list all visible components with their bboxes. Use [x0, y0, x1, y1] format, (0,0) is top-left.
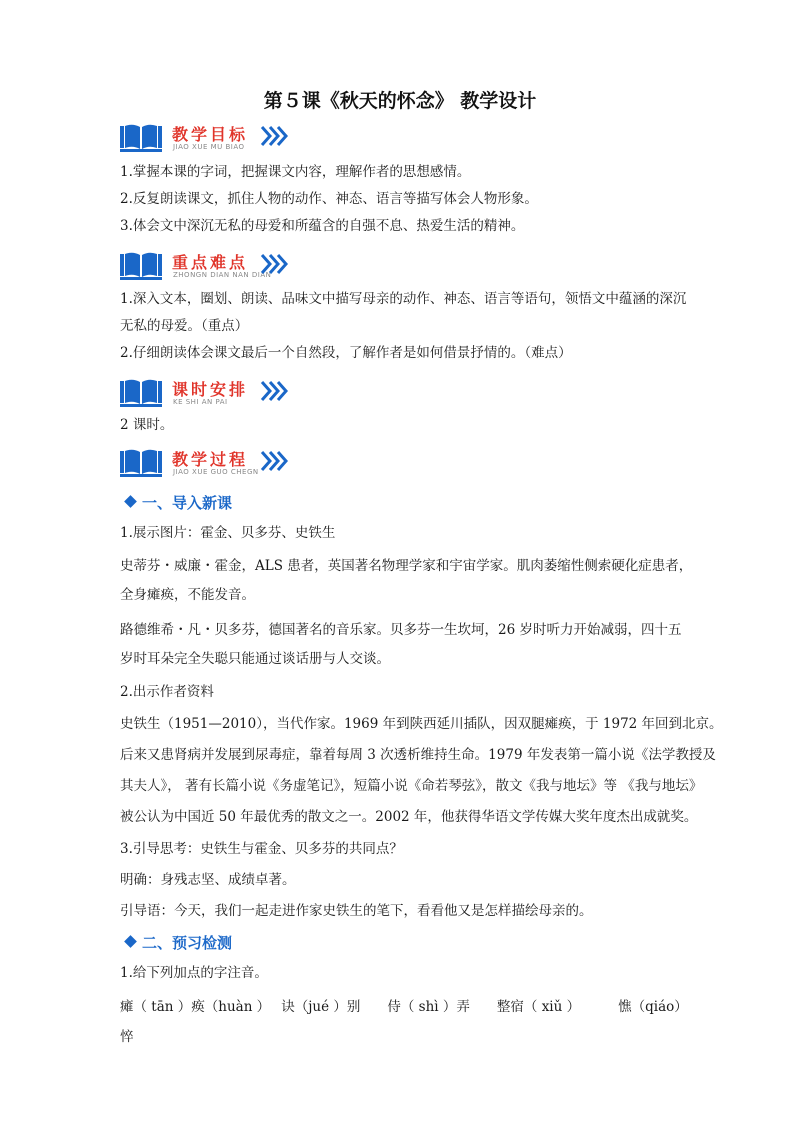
section-pinyin: JIAO XUE MU BIAO: [173, 143, 245, 151]
body-line: 史蒂芬・威廉・霍金，ALS 患者，英国著名物理学家和宇宙学家。肌肉萎缩性侧索硬化症患者，: [120, 558, 693, 574]
body-line: 岁时耳朵完全失聪只能通过谈话册与人交谈。: [120, 651, 390, 667]
book-icon: [120, 122, 162, 152]
page-title: 第５课《秋天的怀念》 教学设计: [263, 90, 537, 112]
body-line: 被公认为中国近 50 年最优秀的散文之一。2002 年，他获得华语文学传媒大奖年度杰出成就奖。: [120, 809, 698, 825]
section-title: 课时安排: [172, 380, 249, 399]
section-title: 重点难点: [172, 253, 249, 272]
body-line: 全身瘫痪，不能发音。: [120, 587, 255, 603]
book-icon: [120, 447, 162, 477]
body-line: 1.给下列加点的字注音。: [120, 965, 268, 981]
body-line: 1.展示图片：霍金、贝多芬、史铁生: [120, 525, 336, 541]
key-line: 2.仔细朗读体会课文最后一个自然段，了解作者是如何借景抒情的。（难点）: [120, 345, 572, 361]
book-icon: [120, 250, 162, 280]
section-pinyin: ZHONGN DIAN NAN DIAN: [173, 271, 272, 279]
body-line: 其夫人》， 著有长篇小说《务虚笔记》，短篇小说《命若琴弦》，散文《我与地坛》等 《我与地坛》: [120, 778, 703, 794]
body-line: 路德维希・凡・贝多芬，德国著名的音乐家。贝多芬一生坎坷，26 岁时听力开始减弱，四十五: [120, 622, 682, 638]
section-header-goals: [120, 120, 320, 160]
body-line: 瘫（ tān ）痪（huàn ） 诀（jué ）别 侍（ shì ）弄 整宿（ xiǔ ） 憔（qiáo）: [120, 999, 688, 1015]
body-line: 引导语：今天，我们一起走进作家史铁生的笔下，看看他又是怎样描绘母亲的。: [120, 903, 593, 919]
goal-line: 3.体会文中深沉无私的母爱和所蕴含的自强不息、热爱生活的精神。: [120, 218, 525, 234]
key-line: 无私的母爱。（重点）: [120, 318, 249, 334]
body-line: 悴: [120, 1029, 134, 1045]
diamond-bullet-icon: [124, 495, 137, 508]
time-text: 2 课时。: [120, 417, 174, 433]
chevrons-icon: [260, 252, 290, 276]
subheading-text: 二、预习检测: [142, 934, 233, 952]
chevrons-icon: [260, 124, 290, 148]
body-line: 史铁生（1951—2010），当代作家。1969 年到陕西延川插队，因双腿瘫痪，于 1972 年回到北京。: [120, 716, 723, 732]
section-header-process: [120, 445, 320, 485]
section-header-key: [120, 248, 320, 288]
goal-line: 2.反复朗读课文，抓住人物的动作、神态、语言等描写体会人物形象。: [120, 191, 538, 207]
chevrons-icon: [260, 449, 290, 473]
body-line: 明确：身残志坚、成绩卓著。: [120, 872, 296, 888]
subheading-preview: [126, 932, 232, 953]
key-line: 1.深入文本，圈划、朗读、品味文中描写母亲的动作、神态、语言等语句，领悟文中蕴涵的深沉: [120, 291, 687, 307]
goal-line: 1.掌握本课的字词，把握课文内容，理解作者的思想感情。: [120, 164, 471, 180]
section-pinyin: JIAO XUE GUO CHEGN: [173, 468, 259, 476]
section-title: 教学过程: [172, 450, 249, 469]
subheading-intro: [126, 492, 232, 513]
diamond-bullet-icon: [124, 935, 137, 948]
body-line: 3.引导思考：史铁生与霍金、贝多芬的共同点？: [120, 841, 403, 857]
subheading-text: 一、导入新课: [142, 494, 233, 512]
section-title: 教学目标: [172, 125, 249, 144]
chevrons-icon: [260, 379, 290, 403]
body-line: 2.出示作者资料: [120, 684, 214, 700]
section-header-time: [120, 375, 320, 415]
section-pinyin: KE SHI AN PAI: [173, 398, 228, 406]
body-line: 后来又患肾病并发展到尿毒症，靠着每周 3 次透析维持生命。1979 年发表第一篇小说《法学教授及: [120, 747, 716, 763]
book-icon: [120, 377, 162, 407]
